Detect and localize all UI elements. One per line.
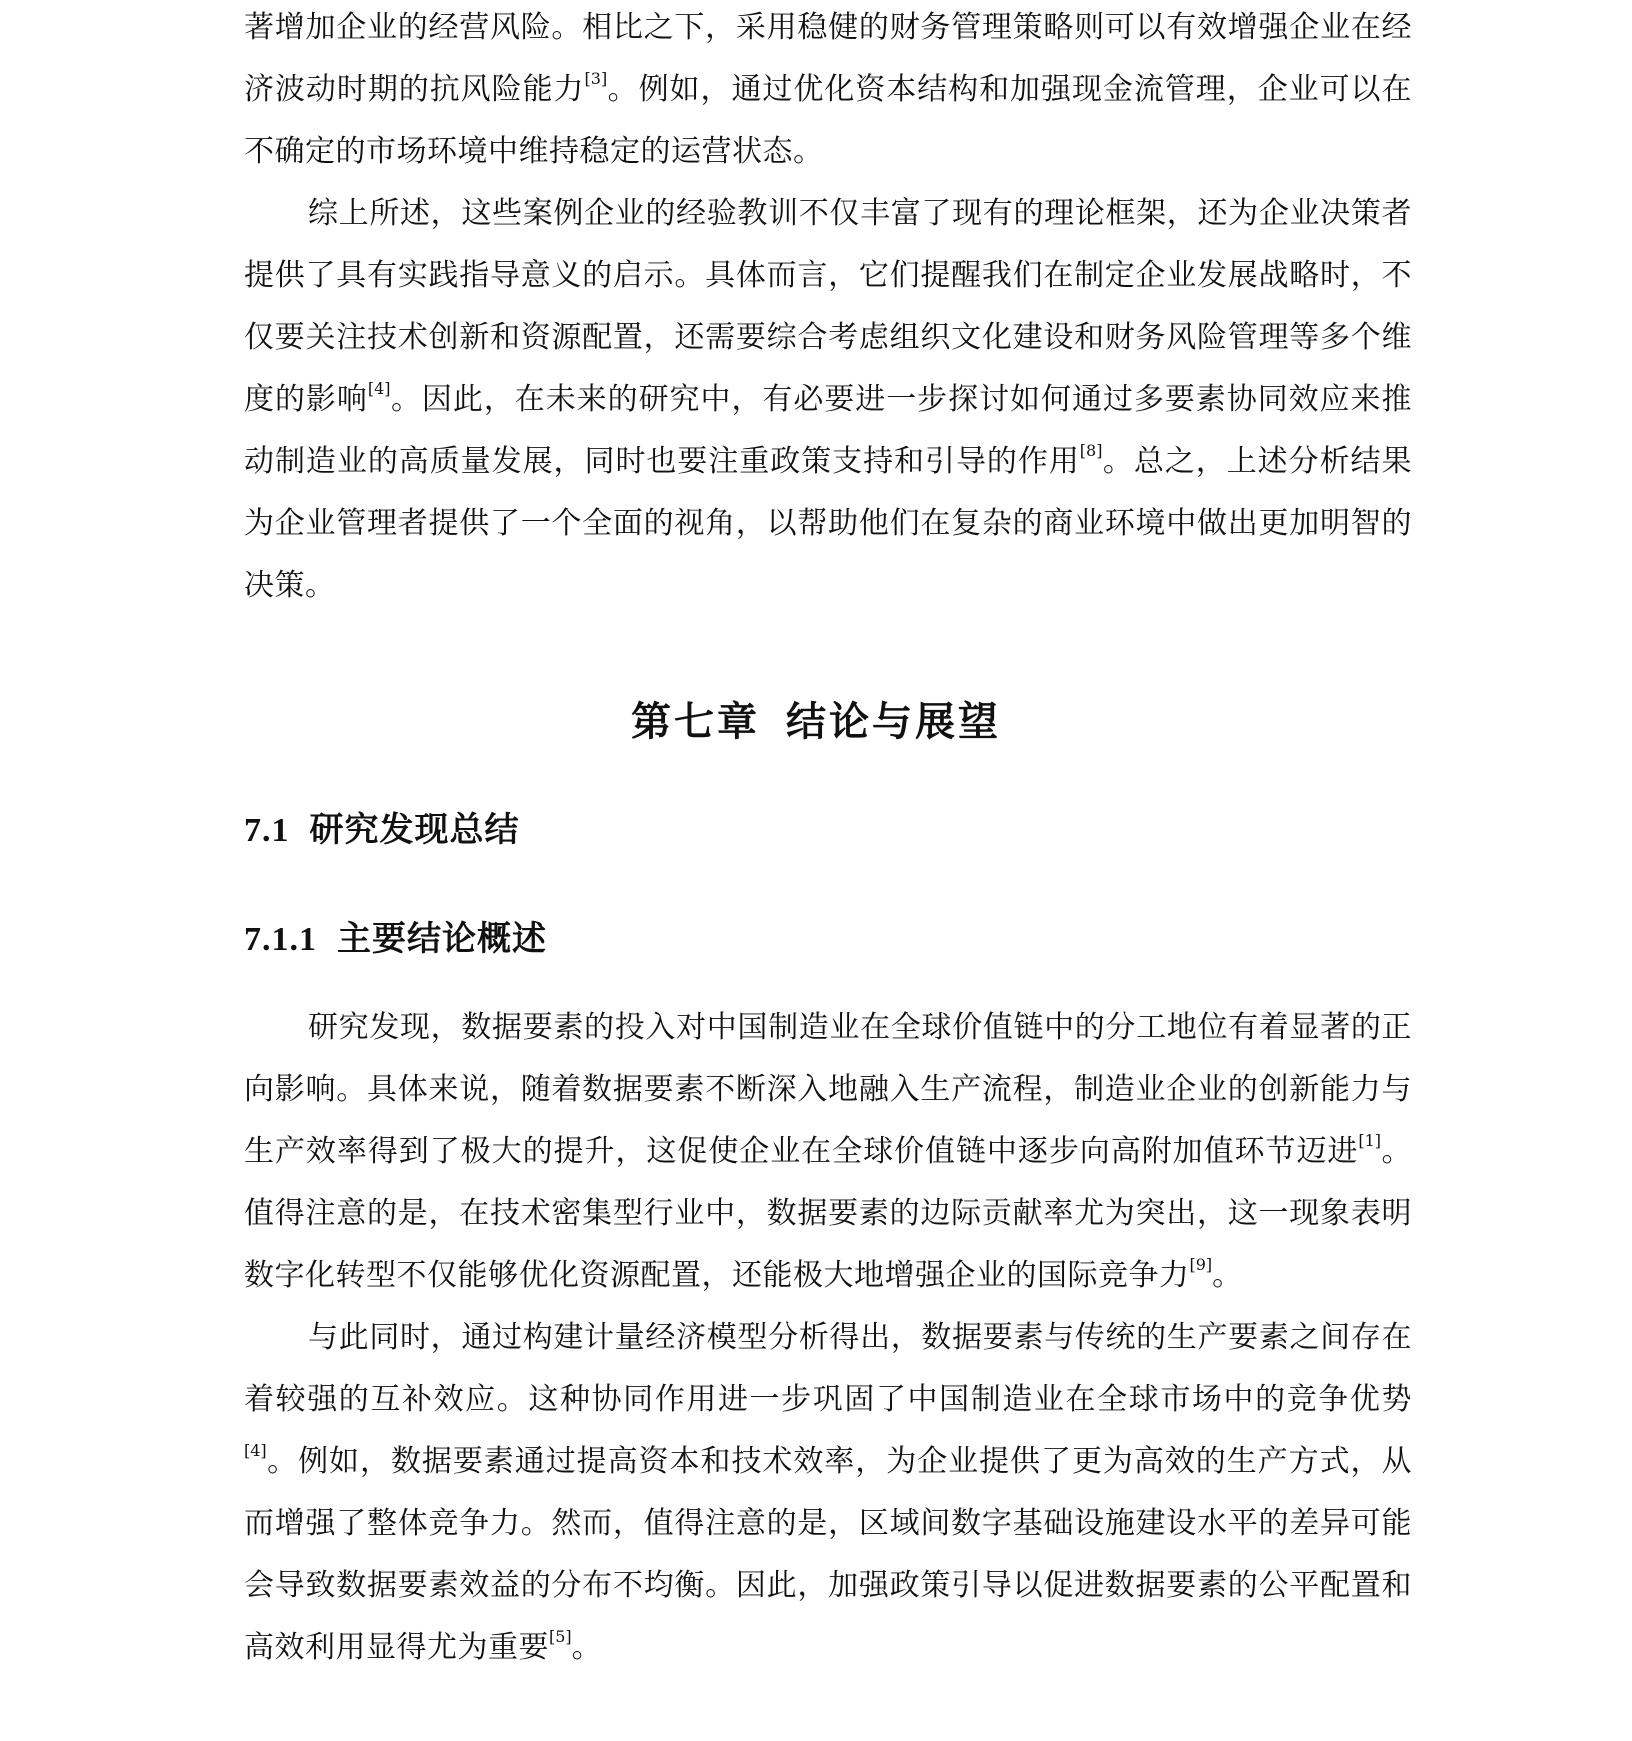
paragraph-text: 研究发现，数据要素的投入对中国制造业在全球价值链中的分工地位有着显著的正向影响。具体来说，随着数据要素不断深入地融入生产流程，制造业企业的创新能力与生产效率得到了极大的提升，这促使企业在全球价值链中逐步向高附加值环节迈进	[244, 1010, 1412, 1169]
citation-8[interactable]: [8]	[1079, 440, 1103, 460]
chapter-title-text: 结论与展望	[786, 698, 1001, 745]
subsection-number: 7.1.1	[244, 921, 317, 958]
paragraph-findings	[244, 997, 1412, 1307]
citation-4[interactable]: [4]	[367, 378, 391, 398]
section-number: 7.1	[244, 812, 290, 849]
chapter-heading	[0, 690, 1632, 747]
paragraph-text: 与此同时，通过构建计量经济模型分析得出，数据要素与传统的生产要素之间存在着较强的互补效应。这种协同作用进一步巩固了中国制造业在全球市场中的竞争优势	[244, 1320, 1412, 1417]
citation-9[interactable]: [9]	[1189, 1254, 1213, 1274]
paragraph-text: 。	[571, 1630, 603, 1665]
subsection-heading	[244, 911, 547, 960]
bottom-text-block	[244, 997, 1412, 1679]
citation-4[interactable]: [4]	[244, 1440, 267, 1460]
paragraph-text: 。因此，在未来的研究中，有必要进一步探讨如何通过多要素协同效应来推动制造业的高质量发展，同时也要注重政策支持和引导的作用	[244, 382, 1413, 479]
chapter-number: 第七章	[631, 698, 760, 745]
citation-5[interactable]: [5]	[549, 1626, 572, 1646]
paragraph-text: 综上所述，这些案例企业的经验教训不仅丰富了现有的理论框架，还为企业决策者提供了具有实践指导意义的启示。具体而言，它们提醒我们在制定企业发展战略时，不仅要关注技术创新和资源配置，还需要综合考虑组织文化建设和财务风险管理等多个维度的影响	[244, 196, 1412, 417]
paragraph-financial-risk	[244, 0, 1412, 183]
paragraph-text: 。值得注意的是，在技术密集型行业中，数据要素的边际贡献率尤为突出，这一现象表明数字化转型不仅能够优化资源配置，还能极大地增强企业的国际竞争力	[244, 1134, 1413, 1293]
paragraph-summary	[244, 183, 1412, 617]
paragraph-text: 著增加企业的经营风险。相比之下，采用稳健的财务管理策略则可以有效增强企业在经济波动时期的抗风险能力	[244, 10, 1412, 107]
section-heading	[244, 802, 520, 851]
citation-1[interactable]: [1]	[1358, 1130, 1382, 1150]
section-title-text: 研究发现总结	[309, 810, 520, 850]
paragraph-text: 。	[1212, 1258, 1243, 1293]
subsection-title-text: 主要结论概述	[337, 919, 547, 959]
citation-3[interactable]: [3]	[584, 68, 608, 88]
paragraph-complementarity	[244, 1307, 1412, 1679]
paragraph-text: 。例如，数据要素通过提高资本和技术效率，为企业提供了更为高效的生产方式，从而增强了整体竞争力。然而，值得注意的是，区域间数字基础设施建设水平的差异可能会导致数据要素效益的分布不均衡。因此，加强政策引导以促进数据要素的公平配置和高效利用显得尤为重要	[244, 1444, 1412, 1665]
paragraph-text: 。总之，上述分析结果为企业管理者提供了一个全面的视角，以帮助他们在复杂的商业环境中做出更加明智的决策。	[244, 444, 1413, 603]
top-text-block	[244, 0, 1412, 617]
paragraph-text: 。例如，通过优化资本结构和加强现金流管理，企业可以在不确定的市场环境中维持稳定的运营状态。	[244, 72, 1413, 169]
